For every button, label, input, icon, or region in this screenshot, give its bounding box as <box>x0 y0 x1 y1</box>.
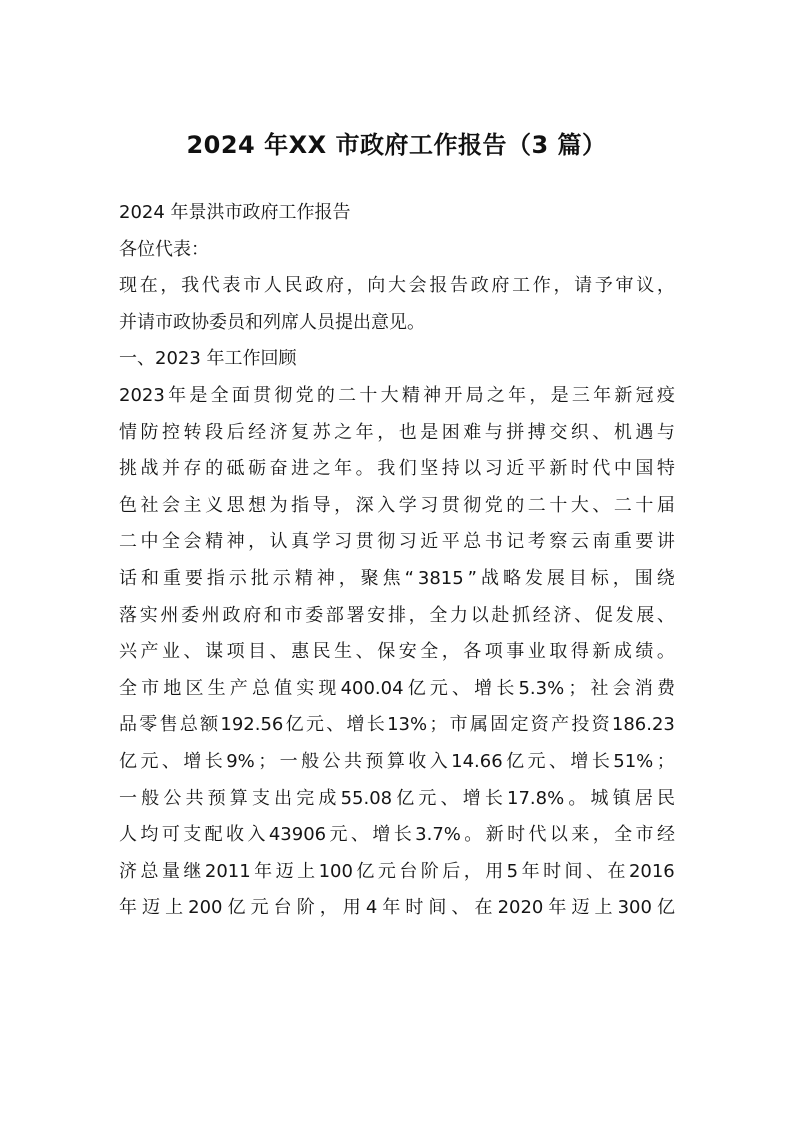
paragraph-line: 全 市 地 区 生 产 总 值 实 现 400.04 亿 元 、 增 长 5.3% ； 社 会 消 费 <box>119 677 675 699</box>
paragraph-line-subtitle: 2024 年景洪市政府工作报告 <box>119 202 351 223</box>
paragraph-line: 年 迈 上 200 亿 元 台 阶 ， 用 4 年 时 间 、 在 2020 年 迈 上 300 亿 <box>119 897 675 919</box>
paragraph-line: 亿 元 、 增 长 9% ； 一 般 公 共 预 算 收 入 14.66 亿 元 、 增 长 51% ； <box>119 750 675 772</box>
document-title: 2024 年XX 市政府工作报告（3 篇） <box>186 131 607 159</box>
paragraph-line: 一 般 公 共 预 算 支 出 完 成 55.08 亿 元 、 增 长 17.8% 。 城 镇 居 民 <box>119 787 675 809</box>
paragraph-line: 二 中 全 会 精 神 ， 认 真 学 习 贯 彻 习 近 平 总 书 记 考 察 云 南 重 要 讲 <box>119 531 675 553</box>
paragraph-line: 济 总 量 继 2011 年 迈 上 100 亿 元 台 阶 后 ， 用 5 年 时 间 、 在 2016 <box>119 860 675 882</box>
paragraph-line: 现 在 ， 我 代 表 市 人 民 政 府 ， 向 大 会 报 告 政 府 工 作 ， 请 予 审 议 ， <box>119 275 675 297</box>
paragraph-line: 话 和 重 要 指 示 批 示 精 神 ， 聚 焦 “ 3815 ” 战 略 发 展 目 标 ， 围 绕 <box>119 567 675 589</box>
section-heading: 一、2023 年工作回顾 <box>119 348 297 370</box>
paragraph-line: 人 均 可 支 配 收 入 43906 元 、 增 长 3.7% 。 新 时 代 以 来 ， 全 市 经 <box>119 824 675 846</box>
paragraph-line: 品 零 售 总 额 192.56 亿 元 、 增 长 13% ； 市 属 固 定 资 产 投 资 186.23 <box>119 714 675 736</box>
paragraph-line: 挑 战 并 存 的 砥 砺 奋 进 之 年 。 我 们 坚 持 以 习 近 平 新 时 代 中 国 特 <box>119 458 675 480</box>
paragraph-line: 落 实 州 委 州 政 府 和 市 委 部 署 安 排 ， 全 力 以 赴 抓 经 济 、 促 发 展 、 <box>119 604 675 626</box>
paragraph-line: 2023 年 是 全 面 贯 彻 党 的 二 十 大 精 神 开 局 之 年 ， 是 三 年 新 冠 疫 <box>119 384 675 406</box>
paragraph-line-salutation: 各位代表： <box>119 238 209 260</box>
paragraph-line: 并请市政协委员和列席人员提出意见。 <box>119 311 425 333</box>
paragraph-line: 兴 产 业 、 谋 项 目 、 惠 民 生 、 保 安 全 ， 各 项 事 业 取 得 新 成 绩 。 <box>119 641 675 663</box>
document-body <box>119 195 675 927</box>
paragraph-line: 色 社 会 主 义 思 想 为 指 导 ， 深 入 学 习 贯 彻 党 的 二 十 大 、 二 十 届 <box>119 494 675 516</box>
paragraph-line: 情 防 控 转 段 后 经 济 复 苏 之 年 ， 也 是 困 难 与 拼 搏 交 织 、 机 遇 与 <box>119 421 675 443</box>
